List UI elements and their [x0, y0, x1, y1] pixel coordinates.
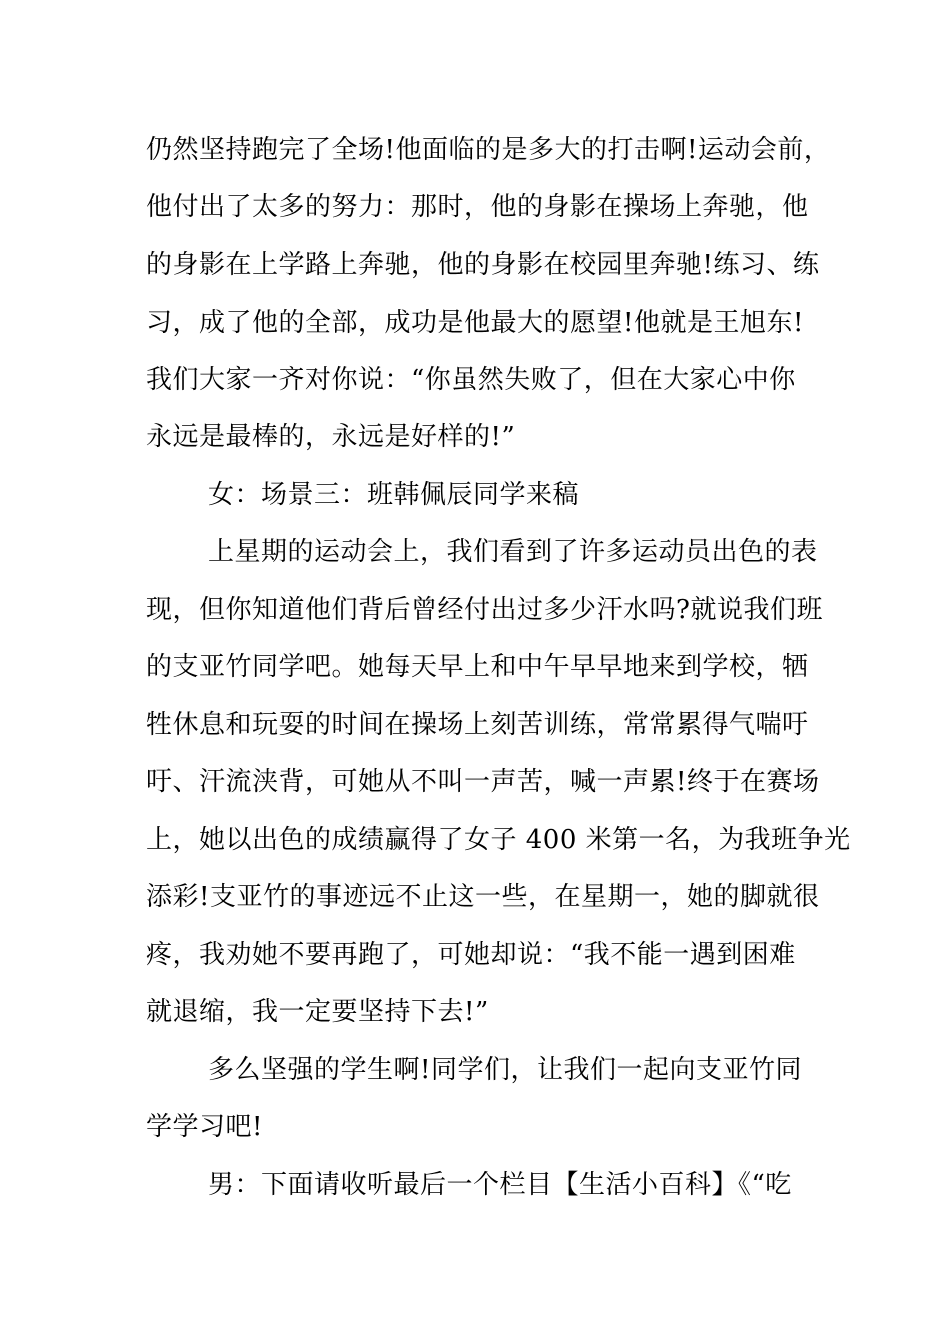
paragraph-line: 的支亚竹同学吧。她每天早上和中午早早地来到学校，牺	[146, 652, 809, 682]
paragraph-line: 上星期的运动会上，我们看到了许多运动员出色的表	[208, 537, 818, 567]
paragraph-line: 习，成了他的全部，成功是他最大的愿望!他就是王旭东!	[146, 308, 804, 338]
paragraph-line: 疼，我劝她不要再跑了，可她却说：“我不能一遇到困难	[146, 940, 796, 970]
paragraph-line: 的身影在上学路上奔驰，他的身影在校园里奔驰!练习、练	[146, 250, 820, 280]
paragraph-line: 仍然坚持跑完了全场!他面临的是多大的打击啊!运动会前，	[146, 135, 831, 165]
paragraph-line: 男：下面请收听最后一个栏目【生活小百科】《“吃	[208, 1170, 792, 1200]
paragraph-line: 吁、汗流浃背，可她从不叫一声苦，喊一声累!终于在赛场	[146, 767, 820, 797]
section-heading: 女：场景三：班韩佩辰同学来稿	[208, 480, 580, 510]
paragraph-line: 学学习吧!	[146, 1112, 263, 1142]
paragraph-line: 就退缩，我一定要坚持下去!”	[146, 997, 489, 1027]
paragraph-line: 多么坚强的学生啊!同学们，让我们一起向支亚竹同	[208, 1055, 802, 1085]
paragraph-line: 添彩!支亚竹的事迹远不止这一些，在星期一，她的脚就很	[146, 882, 820, 912]
paragraph-line: 永远是最棒的，永远是好样的!”	[146, 422, 516, 452]
paragraph-line: 现，但你知道他们背后曾经付出过多少汗水吗?就说我们班	[146, 595, 823, 625]
paragraph-line: 我们大家一齐对你说：“你虽然失败了，但在大家心中你	[146, 365, 796, 395]
paragraph-line: 牲休息和玩耍的时间在操场上刻苦训练，常常累得气喘吁	[146, 710, 809, 740]
paragraph-line: 上，她以出色的成绩赢得了女子 400 米第一名，为我班争光	[146, 825, 851, 855]
paragraph-line: 他付出了太多的努力：那时，他的身影在操场上奔驰，他	[146, 192, 809, 222]
